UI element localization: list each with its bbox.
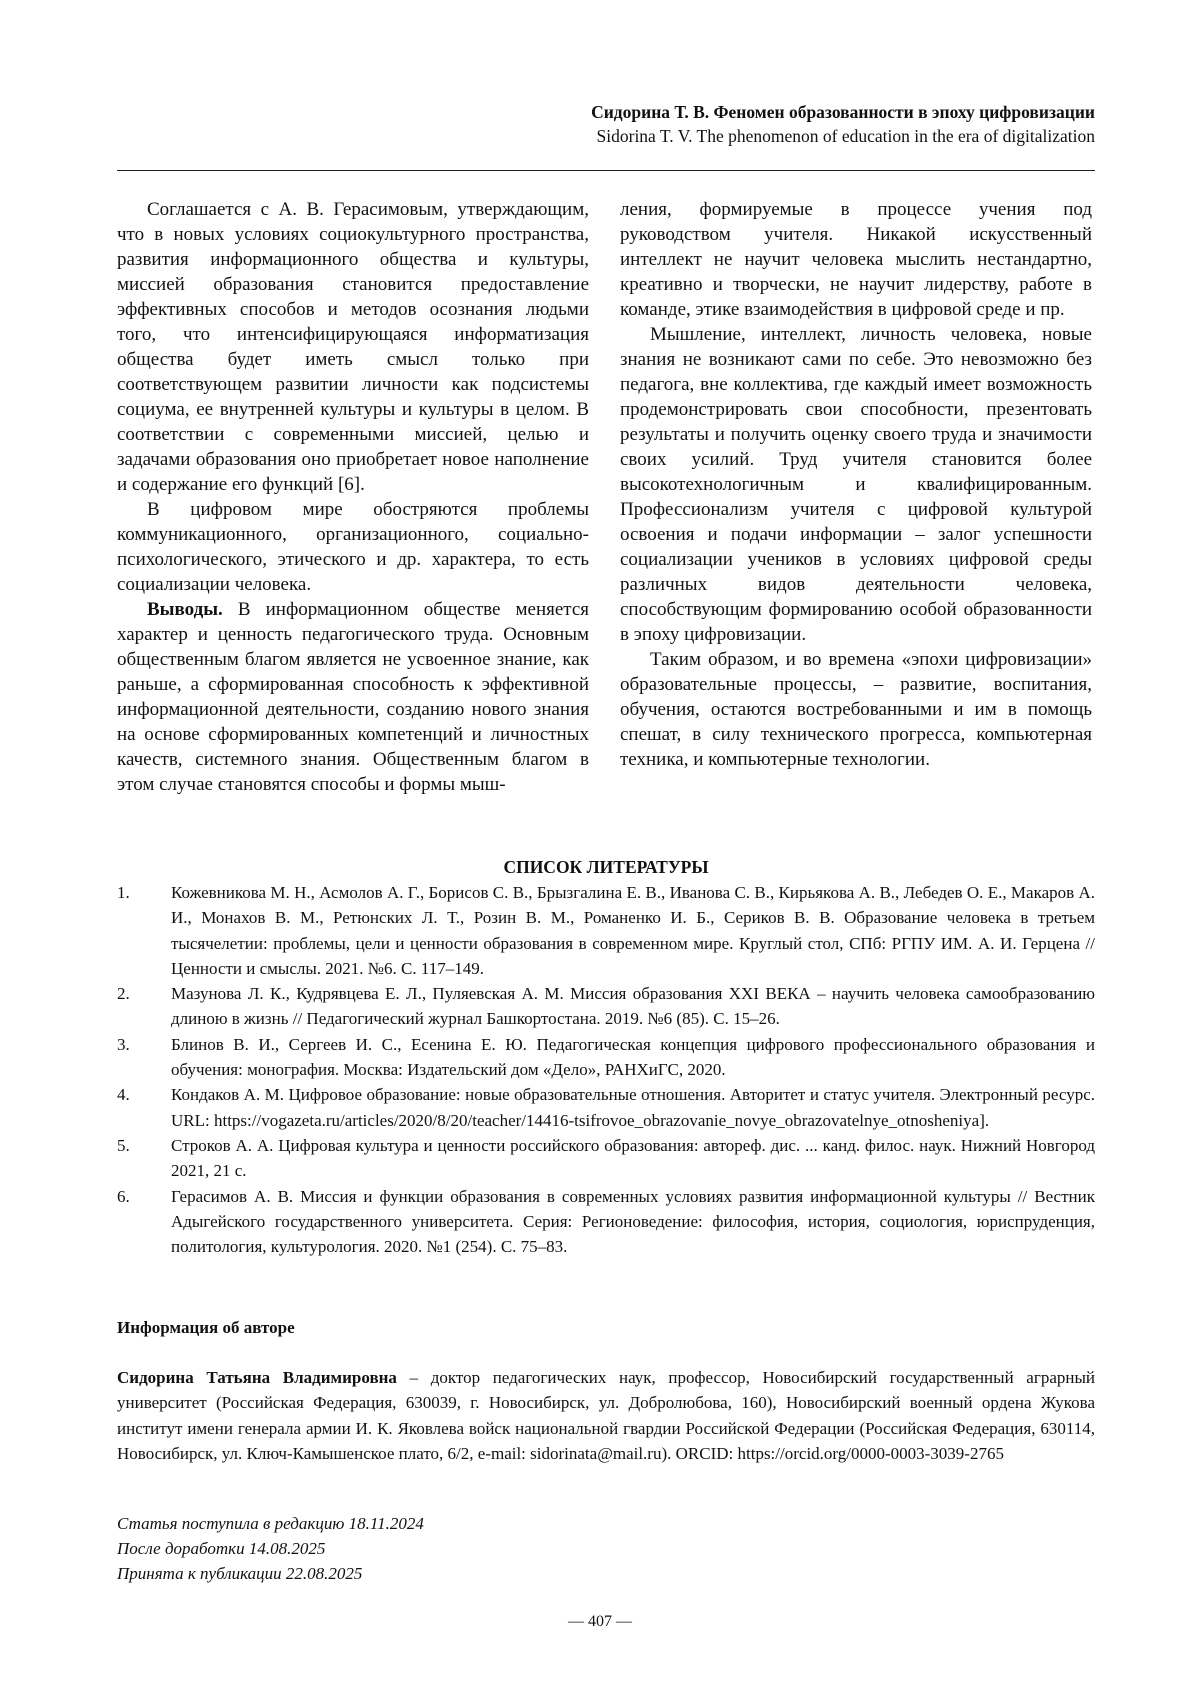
author-details: – доктор педагогических наук, профессор, Новосибирский государственный аграрный университет (Российская Федерация, 630039, г. Новосибирск, ул. Добролюбова, 160), Новосибирский военный ордена Жукова институт имени генерала армии И. К. Яковлева войск национальной гвардии Российской Федерации (Российская Федерация, 630114, Новосибирск, ул. Ключ-Камышенское плато, 6/2, e-mail: sidorinata@mail.ru). ORCID: https://orcid.org/0000-0003-3039-2765 xyxy=(117,1368,1095,1463)
reference-number: 3. xyxy=(117,1034,130,1054)
reference-item xyxy=(117,880,1095,981)
article-dates xyxy=(117,1511,424,1586)
date-revised: После доработки 14.08.2025 xyxy=(117,1539,326,1558)
reference-text: Мазунова Л. К., Кудрявцева Е. Л., Пуляевская А. М. Миссия образования XXI ВЕКА – научить человека самообразованию длиною в жизнь // Педагогический журнал Башкортостана. 2019. №6 (85). С. 15–26. xyxy=(171,984,1095,1029)
author-info xyxy=(117,1365,1095,1466)
author-info-heading: Информация об авторе xyxy=(117,1318,295,1337)
right-column xyxy=(620,197,1092,772)
date-received: Статья поступила в редакцию 18.11.2024 xyxy=(117,1514,424,1533)
body-paragraph: Соглашается с А. В. Герасимовым, утверждающим, что в новых условиях социокультурного пространства, развития информационного общества и культуры, миссией образования становится предоставление эффективных способов и методов осознания людьми того, что интенсифицирующаяся информатизация общества будет иметь смысл только при соответствующем развитии личности как подсистемы социума, ее внутренней культуры и культуры в целом. В соответствии с современными миссией, целью и задачами образования оно приобретает новое наполнение и содержание его функций [6]. xyxy=(117,199,589,495)
reference-item xyxy=(117,1133,1095,1184)
body-paragraph: ления, формируемые в процессе учения под руководством учителя. Никакой искусственный интеллект не научит человека мыслить нестандартно, креативно и творчески, не научит лидерству, работе в команде, этике взаимодействия в цифровой среде и пр. xyxy=(620,199,1092,320)
reference-number: 5. xyxy=(117,1135,130,1155)
references-title: СПИСОК ЛИТЕРАТУРЫ xyxy=(503,857,709,877)
references-list xyxy=(117,880,1095,1259)
reference-number: 1. xyxy=(117,883,130,902)
conclusions-text: В информационном обществе меняется характер и ценность педагогического труда. Основным общественным благом является не усвоенное знание, как раньше, а сформированная способность к эффективной информационной деятельности, созданию нового знания на основе сформированных компетенций и личностных качеств, системного знания. Общественным благом в этом случае становятся способы и формы мыш- xyxy=(117,599,589,795)
conclusions-label: Выводы. xyxy=(147,599,223,620)
reference-text: Блинов В. И., Сергеев И. С., Есенина Е. Ю. Педагогическая концепция цифрового профессионального образования и обучения: монография. Москва: Издательский дом «Дело», РАНХиГС, 2020. xyxy=(171,1034,1095,1080)
date-accepted: Принята к публикации 22.08.2025 xyxy=(117,1564,363,1583)
running-header xyxy=(117,100,1095,148)
body-paragraph: Мышление, интеллект, личность человека, новые знания не возникают сами по себе. Это невозможно без педагога, вне коллектива, где каждый имеет возможность продемонстрировать свои способности, презентовать результаты и получить оценку своего труда и значимости своих усилий. Труд учителя становится более высокотехнологичным и квалифицированным. Профессионализм учителя с цифровой культурой освоения и подачи информации – залог успешности социализации учеников в условиях цифровой среды различных видов деятельности человека, способствующим формированию особой образованности в эпоху цифровизации. xyxy=(620,324,1092,645)
reference-text: Герасимов А. В. Миссия и функции образования в современных условиях развития информационной культуры // Вестник Адыгейского государственного университета. Серия: Регионоведение: философия, история, социология, юриспруденция, политология, культурология. 2020. №1 (254). С. 75–83. xyxy=(171,1186,1095,1257)
reference-item xyxy=(117,1184,1095,1260)
header-title-ru: Сидорина Т. В. Феномен образованности в эпоху цифровизации xyxy=(591,102,1095,122)
reference-item xyxy=(117,1032,1095,1083)
page-number: — 407 — xyxy=(568,1613,632,1630)
reference-number: 6. xyxy=(117,1186,130,1206)
body-paragraph: Таким образом, и во времена «эпохи цифровизации» образовательные процессы, – развитие, воспитания, обучения, остаются востребованными и им в помощь спешат, в силу технического прогресса, компьютерная техника, и компьютерные технологии. xyxy=(620,649,1092,770)
conclusions-paragraph xyxy=(117,597,589,797)
author-name: Сидорина Татьяна Владимировна xyxy=(117,1368,397,1387)
reference-text: Строков А. А. Цифровая культура и ценности российского образования: автореф. дис. ... канд. филос. наук. Нижний Новгород 2021, 21 с. xyxy=(171,1135,1095,1181)
reference-text: Кондаков А. М. Цифровое образование: новые образовательные отношения. Авторитет и статус учителя. Электронный ресурс. URL: https://vogazeta.ru/articles/2020/8/20/teacher/14416-tsifrovoe_obrazovanie_novye_obrazovatelnye_otnosheniya]. xyxy=(171,1085,1095,1130)
reference-item xyxy=(117,981,1095,1032)
body-paragraph: В цифровом мире обостряются проблемы коммуникационного, организационного, социально-психологического, этического и др. характера, то есть социализации человека. xyxy=(117,499,589,595)
left-column xyxy=(117,197,589,797)
reference-number: 2. xyxy=(117,984,130,1004)
reference-item xyxy=(117,1082,1095,1133)
reference-number: 4. xyxy=(117,1085,130,1105)
header-title-en: Sidorina T. V. The phenomenon of education in the era of digitalization xyxy=(596,126,1095,146)
header-rule xyxy=(117,170,1095,171)
reference-text: Кожевникова М. Н., Асмолов А. Г., Борисов С. В., Брызгалина Е. В., Иванова С. В., Кирьякова А. В., Лебедев О. Е., Макаров А. И., Монахов В. М., Ретюнских Л. Т., Розин В. М., Романенко И. Б., Сериков В. В. Образование человека в третьем тысячелетии: проблемы, цели и ценности образования в современном мире. Круглый стол, СПб: РГПУ ИМ. А. И. Герцена // Ценности и смыслы. 2021. №6. С. 117–149. xyxy=(171,883,1095,978)
